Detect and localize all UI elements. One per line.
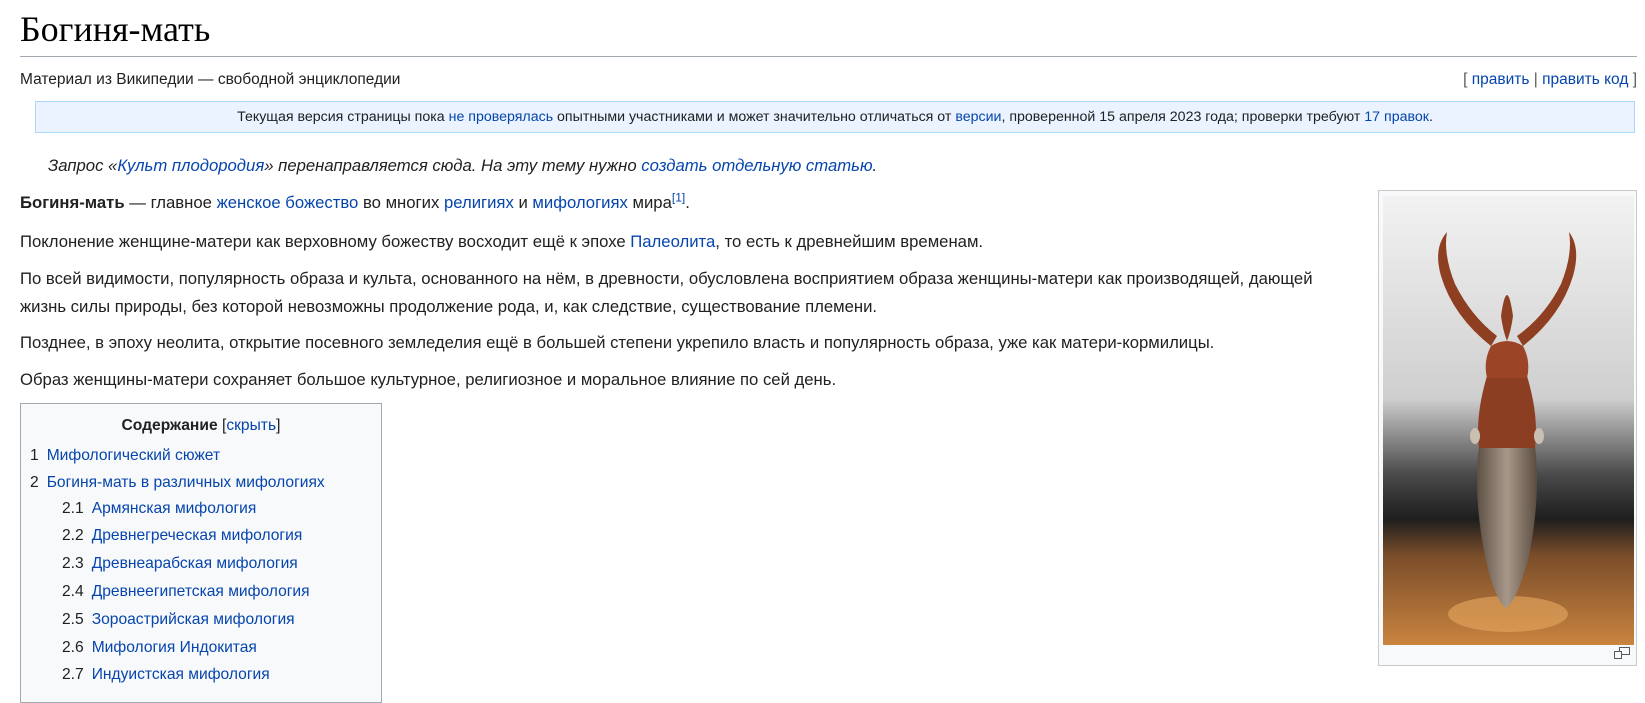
hatnote	[48, 156, 877, 176]
thumbnail-frame	[1378, 190, 1637, 666]
notice-text-4: .	[1428, 109, 1433, 125]
p2-text-1: Поклонение женщине-матери как верховному божеству восходит ещё к эпохе	[20, 232, 626, 251]
toc-item-2-6[interactable]	[62, 639, 257, 657]
toc-item-2-1[interactable]	[62, 500, 256, 518]
hatnote-text-1: Запрос «	[48, 156, 118, 175]
toc-number: 2	[30, 474, 39, 491]
site-tagline: Материал из Википедии — свободной энциклопедии	[20, 71, 401, 88]
hatnote-text-2: » перенаправляется сюда. На эту тему нужно	[264, 156, 637, 175]
intro-text-4: мира	[632, 193, 672, 212]
toc-title: Содержание	[121, 417, 218, 434]
intro-text-3: и	[518, 193, 528, 212]
toc-number: 2.3	[62, 555, 84, 572]
p2-text-2: , то есть к древнейшим временам.	[715, 232, 984, 251]
toc-item-2-3[interactable]	[62, 555, 298, 573]
paragraph-neolithic: Позднее, в эпоху неолита, открытие посевного земледелия ещё в большей степени укрепило власть и популярность образа, уже как матери-кормилицы.	[20, 333, 1215, 352]
toc-number: 1	[30, 447, 39, 464]
reviewed-version-link[interactable]: версии	[955, 109, 1002, 125]
toc-label: Мифологический сюжет	[46, 447, 221, 464]
toc-label: Зороастрийская мифология	[91, 611, 295, 628]
intro-text-5: .	[685, 193, 690, 212]
toc-label: Армянская мифология	[91, 500, 257, 517]
intro-text-2: во многих	[362, 193, 440, 212]
toc-item-2-7[interactable]	[62, 666, 270, 684]
flagged-revs-notice	[35, 101, 1635, 133]
edit-bracket-close: ]	[1632, 71, 1637, 88]
pending-edits-link[interactable]: 17 правок	[1364, 109, 1429, 125]
table-of-contents	[20, 403, 382, 703]
toc-number: 2.4	[62, 583, 84, 600]
toc-label: Индуистская мифология	[91, 666, 270, 683]
create-article-link[interactable]: создать отдельную статью	[641, 156, 873, 175]
female-deity-link[interactable]: женское божество	[216, 193, 359, 212]
toc-label: Мифология Индокитая	[91, 639, 257, 656]
reference-1-link[interactable]: [1]	[671, 190, 686, 205]
intro-paragraph	[20, 189, 1340, 217]
magnify-icon[interactable]	[1614, 647, 1630, 659]
toc-number: 2.5	[62, 611, 84, 628]
edit-separator: |	[1533, 71, 1538, 88]
toc-header	[21, 417, 381, 435]
toc-item-2[interactable]	[30, 474, 325, 492]
edit-links	[1463, 71, 1637, 89]
notice-text-3: , проверенной 15 апреля 2023 года; проверки требуют	[1001, 109, 1361, 125]
intro-text-1: — главное	[129, 193, 212, 212]
toc-label: Древнеарабская мифология	[91, 555, 298, 572]
hatnote-text-3: .	[872, 156, 878, 175]
toc-label: Богиня-мать в различных мифологиях	[46, 474, 325, 491]
lead-term: Богиня-мать	[20, 193, 125, 212]
toc-item-1[interactable]	[30, 447, 220, 465]
mythologies-link[interactable]: мифологиях	[532, 193, 628, 212]
toc-label: Древнеегипетская мифология	[91, 583, 310, 600]
page-title: Богиня-мать	[20, 9, 211, 49]
notice-text-1: Текущая версия страницы пока	[237, 109, 445, 125]
toc-label: Древнегреческая мифология	[91, 527, 303, 544]
toc-number: 2.6	[62, 639, 84, 656]
notice-text-2: опытными участниками и может значительно отличаться от	[557, 109, 952, 125]
toc-item-2-4[interactable]	[62, 583, 310, 601]
edit-bracket-open: [	[1463, 71, 1468, 88]
paragraph-paleolithic	[20, 228, 1340, 256]
toc-hide-link[interactable]: скрыть	[226, 417, 277, 434]
toc-toggle-bracket-close: ]	[276, 417, 281, 434]
toc-item-2-2[interactable]	[62, 527, 302, 545]
paragraph-influence: Образ женщины-матери сохраняет большое культурное, религиозное и моральное влияние по сей день.	[20, 370, 837, 389]
toc-toggle-bracket-open: [	[221, 417, 227, 434]
toc-number: 2.1	[62, 500, 84, 517]
paleolithic-link[interactable]: Палеолита	[630, 232, 716, 251]
not-reviewed-link[interactable]: не проверялась	[448, 109, 554, 125]
paragraph-popularity: По всей видимости, популярность образа и культа, основанного на нём, в древности, обусловлена восприятием образа женщины-матери как производящей, дающей жизнь силы природы, без которой невозможны продолжение рода, и, как следствие, существование племени.	[20, 269, 1313, 316]
religions-link[interactable]: религиях	[443, 193, 514, 212]
goddess-figurine-image[interactable]	[1383, 196, 1634, 645]
fertility-cult-link[interactable]: Культ плодородия	[117, 156, 265, 175]
toc-number: 2.7	[62, 666, 84, 683]
toc-number: 2.2	[62, 527, 84, 544]
edit-source-link[interactable]: править код	[1542, 71, 1629, 88]
title-divider	[20, 56, 1637, 57]
edit-link[interactable]: править	[1471, 71, 1530, 88]
toc-item-2-5[interactable]	[62, 611, 295, 629]
